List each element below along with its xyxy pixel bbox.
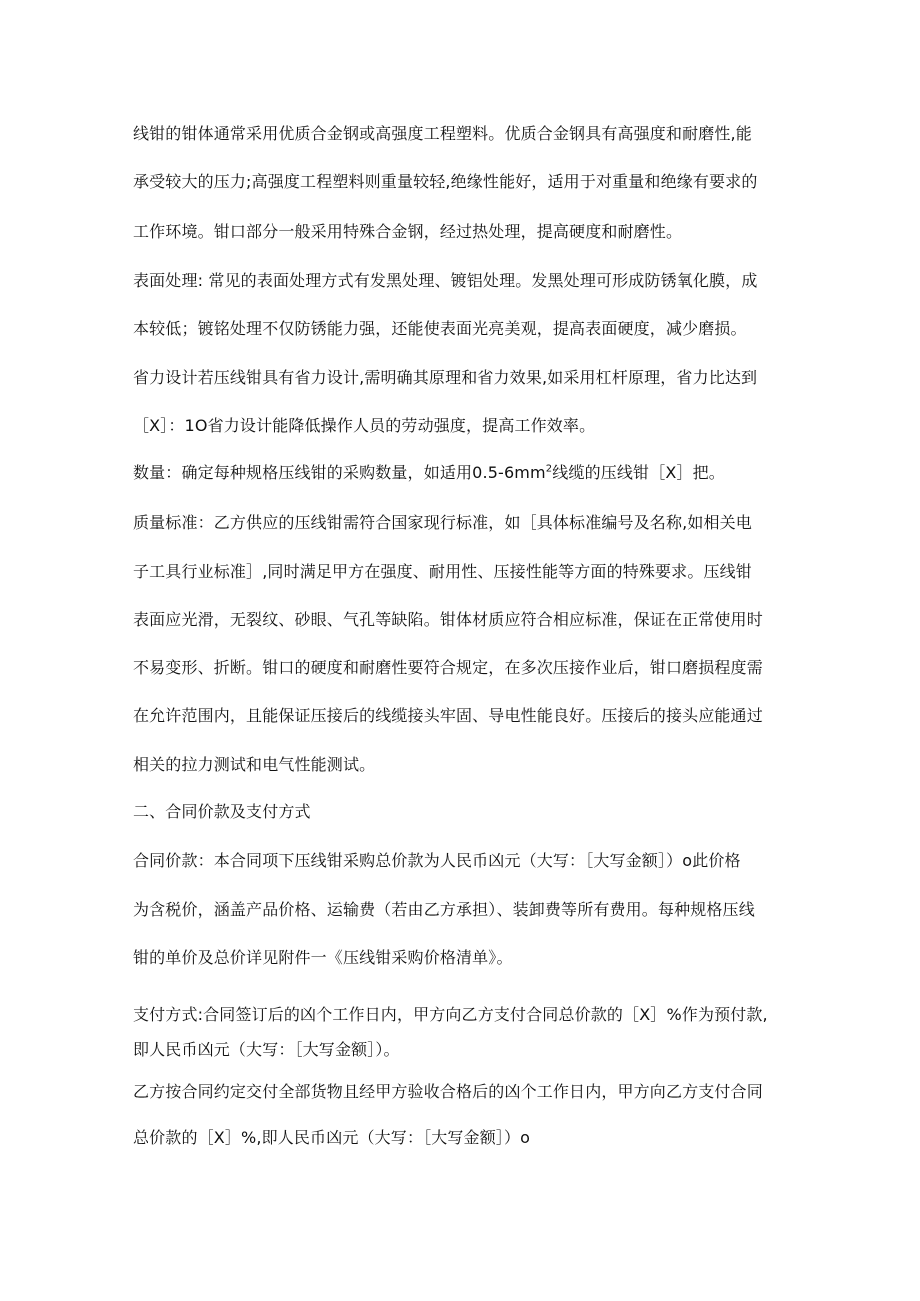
paragraph-line: 省力设计若压线钳具有省力设计,需明确其原理和省力效果,如采用杠杆原理，省力比达到: [133, 368, 758, 387]
paragraph-line: 支付方式:合同签订后的凶个工作日内，甲方向乙方支付合同总价款的［X］%作为预付款,: [133, 1005, 768, 1024]
section-heading: 二、合同价款及支付方式: [133, 802, 311, 821]
quantity-text-after: 线缆的压线钳［X］把。: [552, 463, 725, 482]
quantity-text-before: 数量：确定每种规格压线钳的采购数量，如适用0.5-6mm: [133, 463, 546, 482]
paragraph-line: ［X］：1O省力设计能降低操作人员的劳动强度，提高工作效率。: [133, 416, 596, 435]
paragraph-line: 合同价款：本合同项下压线钳采购总价款为人民币凶元（大写：［大写金额］）o此价格: [133, 851, 741, 870]
paragraph-line: 表面应光滑，无裂纹、砂眼、气孔等缺陷。钳体材质应符合相应标准，保证在正常使用时: [133, 610, 763, 629]
paragraph-line: 即人民币凶元（大写：［大写金额］）。: [133, 1040, 400, 1059]
paragraph-line: 总价款的［X］%,即人民币凶元（大写：［大写金额］）o: [133, 1128, 531, 1147]
paragraph-line: 工作环境。钳口部分一般采用特殊合金钢，经过热处理，提高硬度和耐磨性。: [133, 222, 683, 241]
paragraph-line: 表面处理: 常见的表面处理方式有发黑处理、镀铝处理。发黑处理可形成防锈氧化膜，成: [133, 271, 758, 290]
paragraph-line: 相关的拉力测试和电气性能测试。: [133, 755, 376, 774]
paragraph-line-quantity: [133, 463, 725, 483]
paragraph-line: 承受较大的压力;高强度工程塑料则重量较轻,绝缘性能好，适用于对重量和绝缘有要求的: [133, 172, 758, 191]
paragraph-line: 子工具行业标准］,同时满足甲方在强度、耐用性、压接性能等方面的特殊要求。压线钳: [133, 562, 752, 581]
paragraph-line: 线钳的钳体通常采用优质合金钢或高强度工程塑料。优质合金钢具有高强度和耐磨性,能: [133, 124, 752, 143]
superscript-2: 2: [545, 463, 553, 475]
paragraph-line: 乙方按合同约定交付全部货物且经甲方验收合格后的凶个工作日内，甲方向乙方支付合同: [133, 1082, 763, 1101]
paragraph-line: 钳的单价及总价详见附件一《压线钳采购价格清单》。: [133, 948, 513, 967]
paragraph-line: 不易变形、折断。钳口的硬度和耐磨性要符合规定，在多次压接作业后，钳口磨损程度需: [133, 658, 763, 677]
paragraph-line: 本较低；镀铭处理不仅防锈能力强，还能使表面光亮美观，提高表面硬度，减少磨损。: [133, 319, 747, 338]
paragraph-line: 在允许范围内，且能保证压接后的线缆接头牢固、导电性能良好。压接后的接头应能通过: [133, 706, 763, 725]
paragraph-line: 质量标准：乙方供应的压线钳需符合国家现行标准，如［具体标准编号及名称,如相关电: [133, 513, 752, 532]
paragraph-line: 为含税价，涵盖产品价格、运输费（若由乙方承担）、装卸费等所有费用。每种规格压线: [133, 900, 755, 919]
